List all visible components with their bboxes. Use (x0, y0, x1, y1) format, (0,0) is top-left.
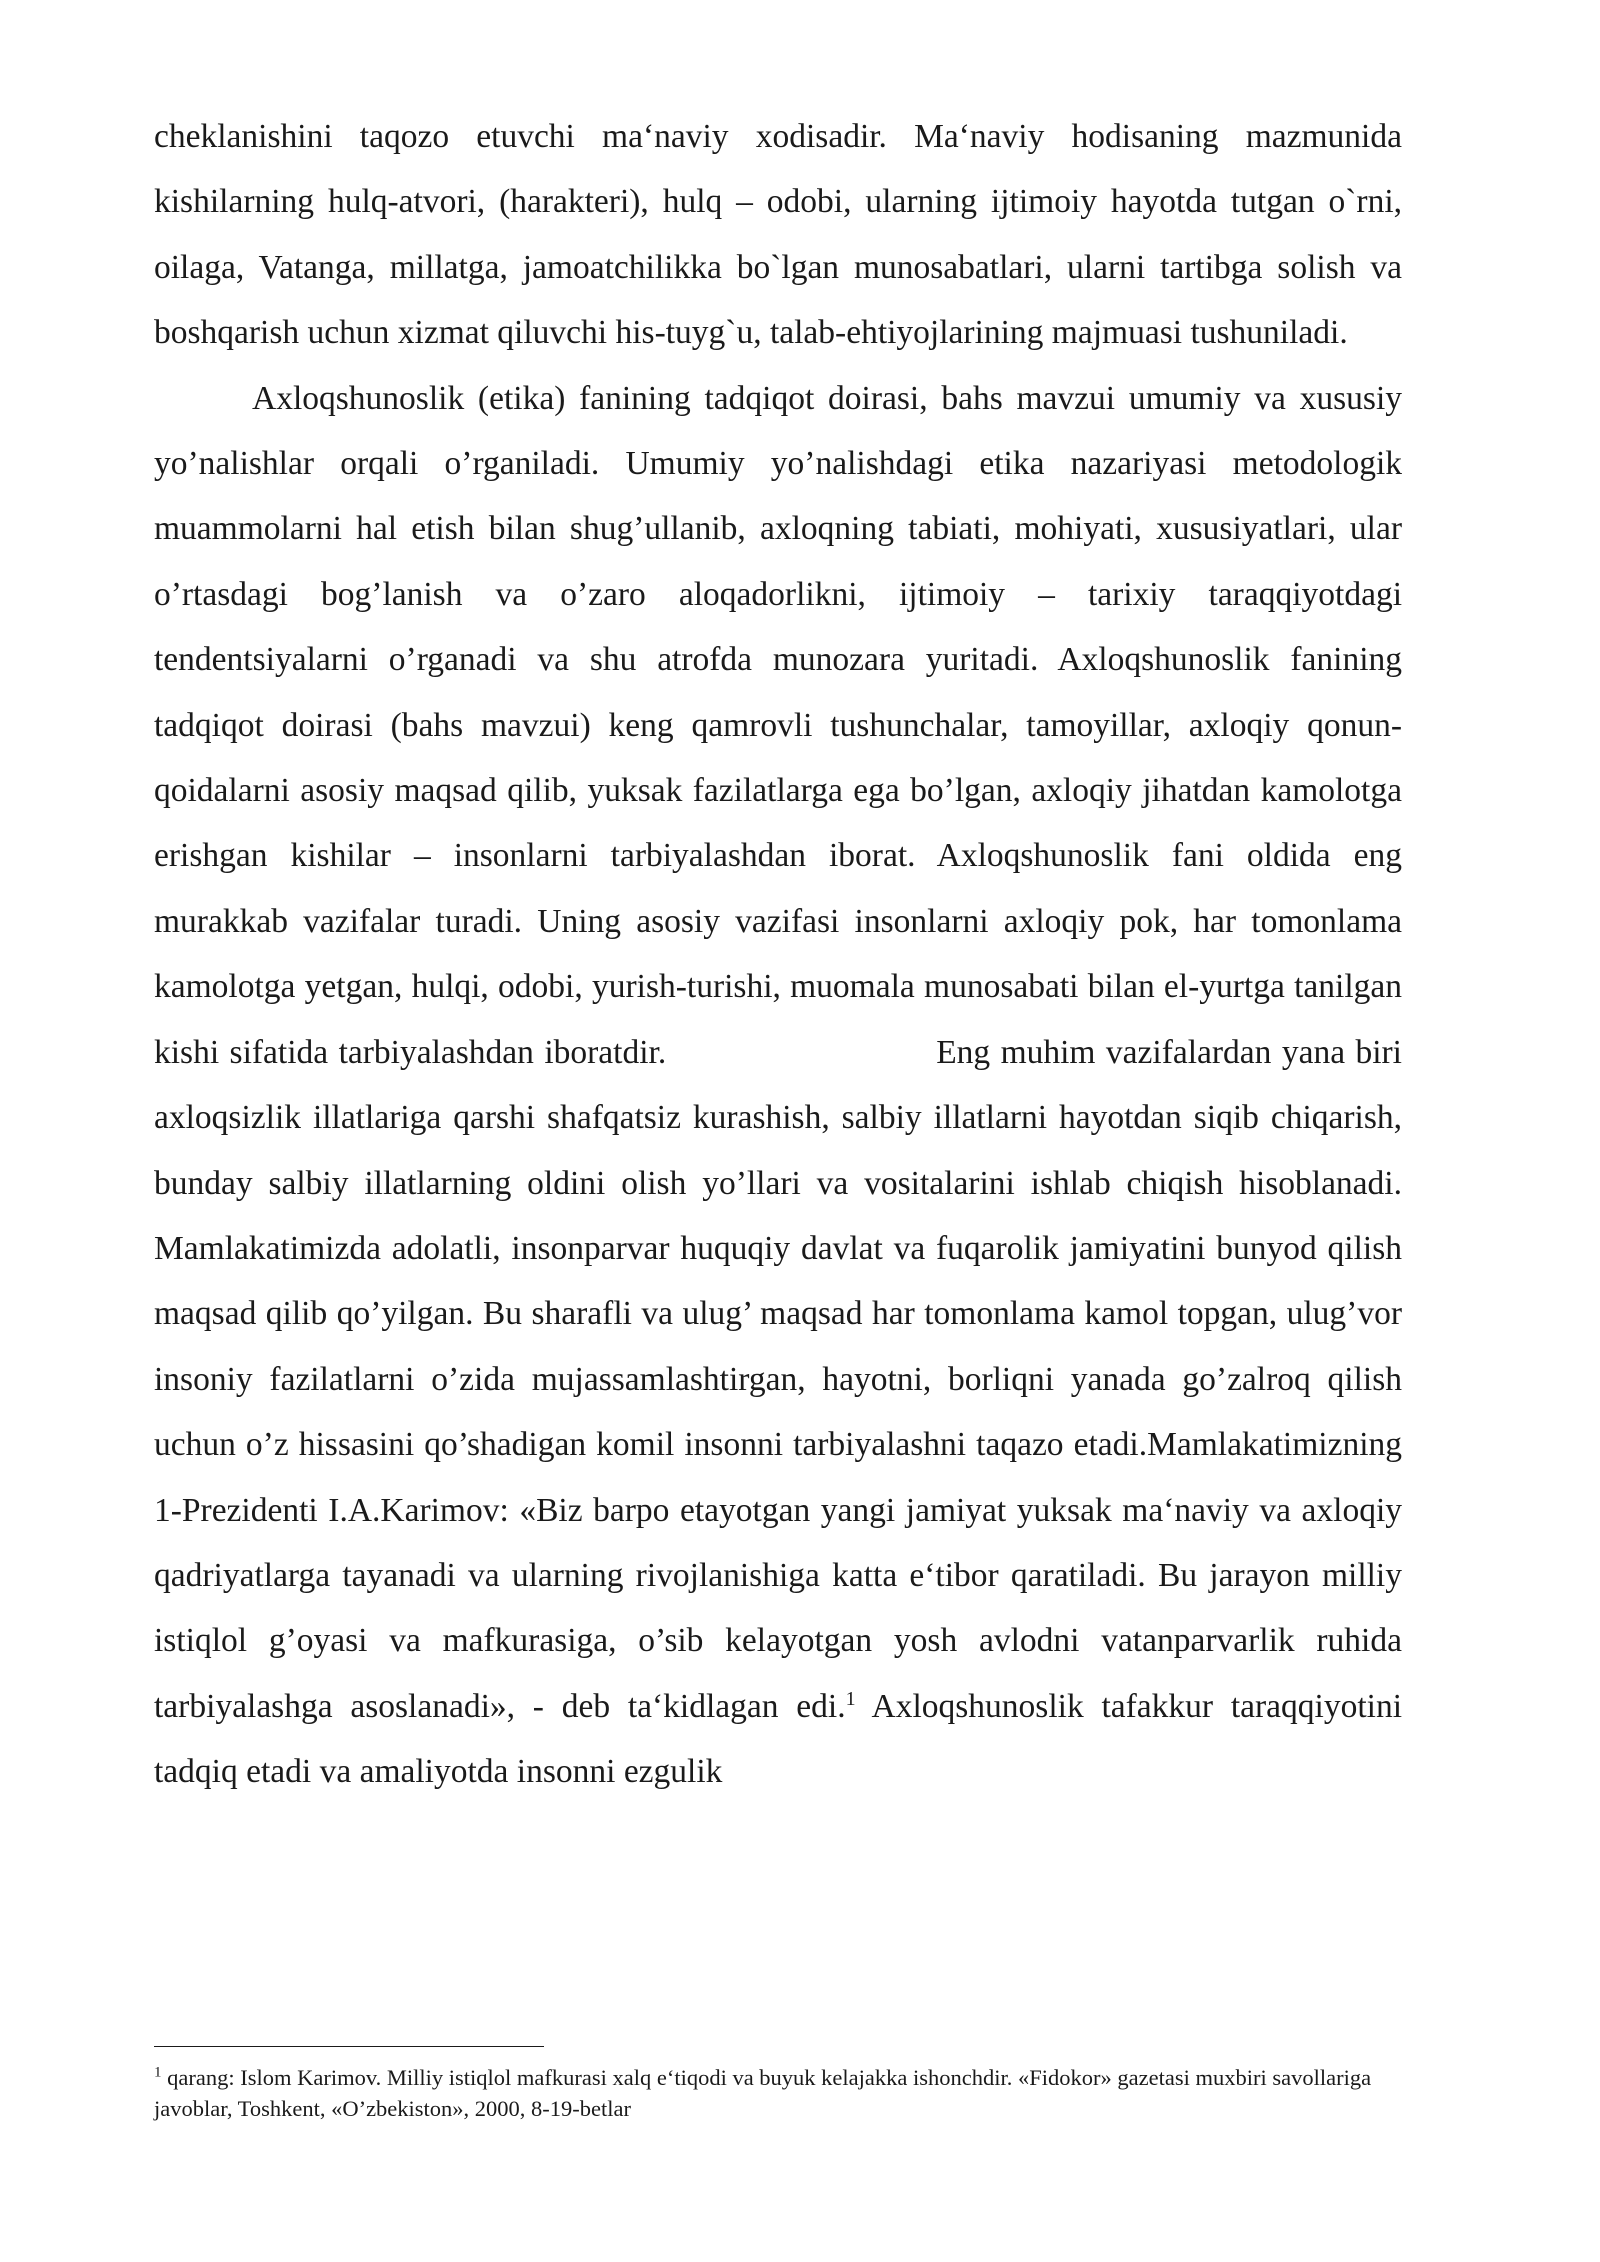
footnote (154, 2062, 1402, 2124)
paragraph-continuation: cheklanishini taqozo etuvchi ma‘naviy xodisadir. Ma‘naviy hodisaning mazmunida kishilarning hulq-atvori, (harakteri), hulq – odobi, ularning ijtimoiy hayotda tutgan o`rni, oilaga, Vatanga, millatga, jamoatchilikka bo`lgan munosabatlari, ularni tartibga solish va boshqarish uchun xizmat qiluvchi his-tuyg`u, talab-ehtiyojlarining majmuasi tushuniladi. (154, 118, 1402, 352)
page-body (154, 104, 1402, 1805)
paragraph-main (154, 366, 1402, 1805)
paragraph-text-part2: Eng muhim vazifalardan yana biri axloqsizlik illatlariga qarshi shafqatsiz kurashish, salbiy illatlarni hayotdan siqib chiqarish, bunday salbiy illatlarning oldini olish yo’llari va vositalarini ishlab chiqish hisoblanadi. Mamlakatimizda adolatli, insonparvar huquqiy davlat va fuqarolik jamiyatini bunyod qilish maqsad qilib qo’yilgan. Bu sharafli va ulug’ maqsad har tomonlama kamol topgan, ulug’vor insoniy fazilatlarni o’zida mujassamlashtirgan, hayotni, borliqni yanada go’zalroq qilish uchun o’z hissasini qo’shadigan komil insonni tarbiyalashni taqazo etadi.Mamlakatimizning 1-Prezidenti I.A.Karimov: «Biz barpo etayotgan yangi jamiyat yuksak ma‘naviy va axloqiy qadriyatlarga tayanadi va ularning rivojlanishiga katta e‘tibor qaratiladi. Bu jarayon milliy istiqlol g’oyasi va mafkurasiga, o’sib kelayotgan yosh avlodni vatanparvarlik ruhida tarbiyalashga asoslanadi», - deb ta‘kidlagan edi. (154, 1033, 1402, 1725)
footnote-text: qarang: Islom Karimov. Milliy istiqlol mafkurasi xalq e‘tiqodi va buyuk kelajakka ishonchdir. «Fidokor» gazetasi muxbiri savollariga javoblar, Toshkent, «O’zbekiston», 2000, 8-19-betlar (154, 2065, 1372, 2121)
footnote-reference[interactable]: 1 (845, 1687, 856, 1710)
paragraph-text-part3: Axloqshunoslik tafakkur taraqqiyotini tadqiq etadi va amaliyotda insonni ezgulik (154, 1687, 1402, 1791)
footnote-separator (154, 2046, 544, 2047)
footnote-number: 1 (154, 2064, 162, 2081)
paragraph-text-part1: Axloqshunoslik (etika) fanining tadqiqot doirasi, bahs mavzui umumiy va xususiy yo’nalishlar orqali o’rganiladi. Umumiy yo’nalishdagi etika nazariyasi metodologik muammolarni hal etish bilan shug’ullanib, axloqning tabiati, mohiyati, xususiyatlari, ular o’rtasdagi bog’lanish va o’zaro aloqadorlikni, ijtimoiy – tarixiy taraqqiyotdagi tendentsiyalarni o’rganadi va shu atrofda munozara yuritadi. Axloqshunoslik fanining tadqiqot doirasi (bahs mavzui) keng qamrovli tushunchalar, tamoyillar, axloqiy qonun-qoidalarni asosiy maqsad qilib, yuksak fazilatlarga ega bo’lgan, axloqiy jihatdan kamolotga erishgan kishilar – insonlarni tarbiyalashdan iborat. Axloqshunoslik fani oldida eng murakkab vazifalar turadi. Uning asosiy vazifasi insonlarni axloqiy pok, har tomonlama kamolotga yetgan, hulqi, odobi, yurish-turishi, muomala munosabati bilan el-yurtga tanilgan kishi sifatida tarbiyalashdan iboratdir. (154, 379, 1402, 1071)
